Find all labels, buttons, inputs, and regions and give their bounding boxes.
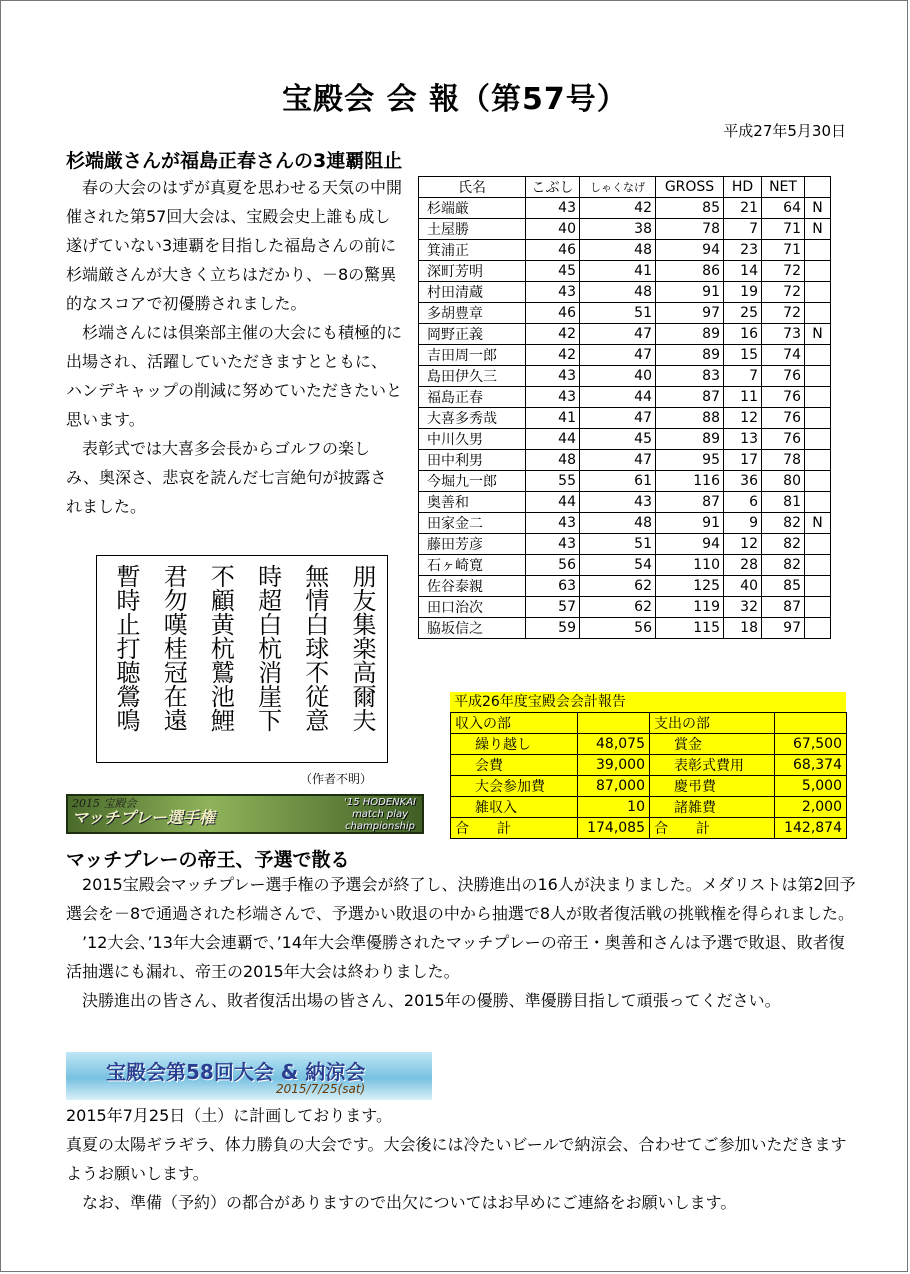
poem-box: [96, 555, 388, 763]
scores-row: [419, 303, 831, 324]
score-cell: [805, 576, 831, 597]
score-cell: 59: [526, 618, 580, 639]
score-cell: 43: [526, 387, 580, 408]
scores-table: [418, 176, 831, 639]
score-cell: 89: [656, 429, 724, 450]
score-cell: N: [805, 324, 831, 345]
finance-label: 賞金: [650, 734, 775, 755]
scores-body: [419, 198, 831, 639]
finance-amount: 5,000: [775, 776, 847, 797]
score-cell: 41: [526, 408, 580, 429]
player-name: 岡野正義: [419, 324, 526, 345]
score-cell: 82: [762, 534, 805, 555]
finance-label: 諸雑費: [650, 797, 775, 818]
player-name: 杉端厳: [419, 198, 526, 219]
score-cell: 42: [580, 198, 656, 219]
article1-paragraph: 春の大会のはずが真夏を思わせる天気の中開催された第57回大会は、宝殿会史上誰も成し遂げていない3連覇を目指した福島さんの前に杉端厳さんが大きく立ちはだかり、－8の驚異的なスコアで初優勝されました。: [66, 178, 403, 313]
finance-amount: 2,000: [775, 797, 847, 818]
score-cell: 47: [580, 450, 656, 471]
scores-row: [419, 534, 831, 555]
score-cell: [805, 597, 831, 618]
score-cell: [805, 240, 831, 261]
col-header-out: こぶし: [526, 177, 580, 198]
score-cell: 78: [656, 219, 724, 240]
score-cell: 95: [656, 450, 724, 471]
scores-header-row: [419, 177, 831, 198]
finance-amount: 39,000: [578, 755, 650, 776]
score-cell: 41: [580, 261, 656, 282]
score-cell: 14: [724, 261, 762, 282]
score-cell: 82: [762, 513, 805, 534]
score-cell: 43: [580, 492, 656, 513]
score-cell: 55: [526, 471, 580, 492]
score-cell: 48: [580, 240, 656, 261]
finance-cell: [578, 713, 650, 734]
finance-row: [451, 776, 847, 797]
score-cell: 36: [724, 471, 762, 492]
score-cell: 80: [762, 471, 805, 492]
score-cell: [805, 450, 831, 471]
score-cell: 43: [526, 534, 580, 555]
player-name: 深町芳明: [419, 261, 526, 282]
banner1-right-line: championship: [345, 821, 416, 832]
score-cell: 74: [762, 345, 805, 366]
score-cell: 63: [526, 576, 580, 597]
score-cell: [805, 303, 831, 324]
article2-paragraph: 決勝進出の皆さん、敗者復活出場の皆さん、2015年の優勝、準優勝目指して頑張ってください。: [82, 991, 781, 1010]
scores-row: [419, 366, 831, 387]
player-name: 藤田芳彦: [419, 534, 526, 555]
poem-author: （作者不明）: [300, 772, 373, 786]
finance-label: 会費: [451, 755, 578, 776]
score-cell: 7: [724, 219, 762, 240]
matchplay-banner: [66, 794, 424, 834]
score-cell: 81: [762, 492, 805, 513]
score-cell: 116: [656, 471, 724, 492]
finance-amount: 68,374: [775, 755, 847, 776]
score-cell: 6: [724, 492, 762, 513]
col-header-gross: GROSS: [656, 177, 724, 198]
score-cell: N: [805, 513, 831, 534]
scores-row: [419, 597, 831, 618]
score-cell: 7: [724, 366, 762, 387]
score-cell: 72: [762, 261, 805, 282]
score-cell: [805, 345, 831, 366]
player-name: 土屋勝: [419, 219, 526, 240]
score-cell: [805, 492, 831, 513]
score-cell: 28: [724, 555, 762, 576]
banner2-date: 2015/7/25(sat): [276, 1082, 366, 1096]
score-cell: 73: [762, 324, 805, 345]
finance-cell: [775, 713, 847, 734]
score-cell: 42: [526, 324, 580, 345]
poem-columns: [111, 564, 377, 732]
score-cell: 125: [656, 576, 724, 597]
col-header-flag: [805, 177, 831, 198]
score-cell: [805, 429, 831, 450]
score-cell: 83: [656, 366, 724, 387]
score-cell: 72: [762, 303, 805, 324]
score-cell: 47: [580, 408, 656, 429]
banner1-small: 2015 宝殿会: [72, 797, 137, 810]
player-name: 田口治次: [419, 597, 526, 618]
score-cell: 32: [724, 597, 762, 618]
finance-amount: 67,500: [775, 734, 847, 755]
article1-paragraph: 表彰式では大喜多会長からゴルフの楽しみ、奥深さ、悲哀を読んだ七言絶句が披露されました。: [66, 439, 387, 516]
issue-date: 平成27年5月30日: [723, 122, 846, 140]
player-name: 吉田周一郎: [419, 345, 526, 366]
poem-column: 暫時止打聴鶯鳴: [112, 564, 140, 732]
score-cell: 56: [580, 618, 656, 639]
score-cell: 40: [580, 366, 656, 387]
scores-row: [419, 387, 831, 408]
score-cell: 78: [762, 450, 805, 471]
finance-amount: 48,075: [578, 734, 650, 755]
player-name: 大喜多秀哉: [419, 408, 526, 429]
tournament58-banner: [66, 1052, 432, 1100]
score-cell: 23: [724, 240, 762, 261]
notice-line: 真夏の太陽ギラギラ、体力勝負の大会です。大会後には冷たいビールで納涼会、合わせてご参加いただきますようお願いします。: [66, 1135, 847, 1183]
player-name: 脇坂信之: [419, 618, 526, 639]
score-cell: 46: [526, 240, 580, 261]
score-cell: [805, 471, 831, 492]
score-cell: 43: [526, 513, 580, 534]
player-name: 多胡豊章: [419, 303, 526, 324]
score-cell: 43: [526, 198, 580, 219]
player-name: 福島正春: [419, 387, 526, 408]
notice-body: [66, 1101, 856, 1217]
expense-header: 支出の部: [650, 713, 775, 734]
player-name: 佐谷泰親: [419, 576, 526, 597]
score-cell: 13: [724, 429, 762, 450]
banner1-right: [344, 797, 416, 833]
poem-column: 朋友集楽高爾夫: [347, 564, 376, 732]
col-header-in: しゃくなげ: [580, 177, 656, 198]
finance-amount: 10: [578, 797, 650, 818]
finance-row: [451, 755, 847, 776]
scores-row: [419, 513, 831, 534]
score-cell: 87: [656, 387, 724, 408]
score-cell: 44: [526, 492, 580, 513]
score-cell: 44: [526, 429, 580, 450]
score-cell: 76: [762, 387, 805, 408]
score-cell: 85: [656, 198, 724, 219]
banner2-title: 宝殿会第58回大会 & 納涼会: [106, 1060, 366, 1084]
score-cell: 71: [762, 240, 805, 261]
score-cell: 94: [656, 534, 724, 555]
finance-label: 大会参加費: [451, 776, 578, 797]
banner1-left: [72, 797, 215, 825]
finance-label: 慶弔費: [650, 776, 775, 797]
score-cell: 45: [580, 429, 656, 450]
score-cell: 48: [580, 282, 656, 303]
expense-total: 142,874: [775, 818, 847, 839]
poem-column: 君勿嘆桂冠在遠: [159, 564, 188, 732]
player-name: 田中利男: [419, 450, 526, 471]
poem-column: 時超白杭消崖下: [253, 564, 282, 732]
score-cell: 38: [580, 219, 656, 240]
score-cell: 40: [526, 219, 580, 240]
scores-row: [419, 261, 831, 282]
scores-row: [419, 219, 831, 240]
score-cell: [805, 282, 831, 303]
score-cell: 82: [762, 555, 805, 576]
score-cell: 9: [724, 513, 762, 534]
col-header-hd: HD: [724, 177, 762, 198]
finance-total-row: [451, 818, 847, 839]
score-cell: 89: [656, 324, 724, 345]
scores-row: [419, 198, 831, 219]
score-cell: [805, 555, 831, 576]
score-cell: 94: [656, 240, 724, 261]
score-cell: 47: [580, 324, 656, 345]
finance-label: 表彰式費用: [650, 755, 775, 776]
notice-line: 2015年7月25日（土）に計画しております。: [66, 1106, 392, 1125]
score-cell: 85: [762, 576, 805, 597]
player-name: 今堀九一郎: [419, 471, 526, 492]
score-cell: 17: [724, 450, 762, 471]
score-cell: 91: [656, 282, 724, 303]
player-name: 島田伊久三: [419, 366, 526, 387]
score-cell: 12: [724, 534, 762, 555]
score-cell: [805, 366, 831, 387]
scores-row: [419, 345, 831, 366]
player-name: 箕浦正: [419, 240, 526, 261]
score-cell: [805, 534, 831, 555]
score-cell: 76: [762, 408, 805, 429]
score-cell: 48: [580, 513, 656, 534]
score-cell: 16: [724, 324, 762, 345]
player-name: 村田清蔵: [419, 282, 526, 303]
score-cell: 86: [656, 261, 724, 282]
poem-column: 無情白球不従意: [300, 564, 329, 732]
score-cell: [805, 618, 831, 639]
score-cell: 51: [580, 303, 656, 324]
score-cell: 87: [656, 492, 724, 513]
score-cell: N: [805, 219, 831, 240]
score-cell: 54: [580, 555, 656, 576]
finance-body: [451, 713, 847, 839]
score-cell: 119: [656, 597, 724, 618]
player-name: 奥善和: [419, 492, 526, 513]
score-cell: 87: [762, 597, 805, 618]
article1-headline: 杉端厳さんが福島正春さんの3連覇阻止: [66, 150, 403, 172]
score-cell: 97: [656, 303, 724, 324]
score-cell: 15: [724, 345, 762, 366]
score-cell: 110: [656, 555, 724, 576]
article1-body: [66, 173, 402, 521]
scores-row: [419, 408, 831, 429]
score-cell: 64: [762, 198, 805, 219]
score-cell: 97: [762, 618, 805, 639]
finance-row: [451, 797, 847, 818]
score-cell: 56: [526, 555, 580, 576]
score-cell: 46: [526, 303, 580, 324]
score-cell: 62: [580, 597, 656, 618]
scores-row: [419, 324, 831, 345]
scores-row: [419, 450, 831, 471]
score-cell: 12: [724, 408, 762, 429]
score-cell: [805, 261, 831, 282]
income-total: 174,085: [578, 818, 650, 839]
score-cell: 19: [724, 282, 762, 303]
score-cell: 89: [656, 345, 724, 366]
score-cell: 40: [724, 576, 762, 597]
finance-label: 雑収入: [451, 797, 578, 818]
scores-row: [419, 576, 831, 597]
score-cell: 57: [526, 597, 580, 618]
score-cell: 48: [526, 450, 580, 471]
score-cell: 61: [580, 471, 656, 492]
score-cell: 43: [526, 282, 580, 303]
scores-row: [419, 492, 831, 513]
score-cell: 91: [656, 513, 724, 534]
player-name: 石ヶ崎寛: [419, 555, 526, 576]
income-header: 収入の部: [451, 713, 578, 734]
finance-header-row: [451, 713, 847, 734]
score-cell: N: [805, 198, 831, 219]
finance-title: 平成26年度宝殿会会計報告: [450, 692, 846, 712]
score-cell: 51: [580, 534, 656, 555]
scores-row: [419, 618, 831, 639]
article1-paragraph: 杉端さんには倶楽部主催の大会にも積極的に出場され、活躍していただきますとともに、ハンデキャップの削減に努めていただきたいと思います。: [66, 323, 403, 429]
scores-row: [419, 240, 831, 261]
score-cell: 76: [762, 429, 805, 450]
poem-column: 不顧黄杭鷲池鯉: [206, 564, 235, 732]
scores-row: [419, 555, 831, 576]
newsletter-title: 宝殿会 会 報（第57号）: [282, 82, 628, 117]
score-cell: 45: [526, 261, 580, 282]
score-cell: 47: [580, 345, 656, 366]
col-header-net: NET: [762, 177, 805, 198]
finance-row: [451, 734, 847, 755]
score-cell: 42: [526, 345, 580, 366]
scores-row: [419, 471, 831, 492]
score-cell: 21: [724, 198, 762, 219]
score-cell: 76: [762, 366, 805, 387]
article2-body: [66, 870, 856, 1015]
banner1-big: マッチプレー選手権: [72, 808, 215, 827]
article2-paragraph: 2015宝殿会マッチプレー選手権の予選会が終了し、決勝進出の16人が決まりました。メダリストは第2回予選会を－8で通過された杉端さんで、予選かい敗退の中から抽選で8人が敗者復活戦の挑戦権を得られました。: [66, 875, 856, 923]
score-cell: 88: [656, 408, 724, 429]
article2-paragraph: ’12大会、’13年大会連覇で、’14年大会準優勝されたマッチプレーの帝王・奥善和さんは予選で敗退、敗者復活抽選にも漏れ、帝王の2015年大会は終わりました。: [66, 933, 845, 981]
player-name: 田家金二: [419, 513, 526, 534]
total-label: 合 計: [650, 818, 775, 839]
finance-label: 繰り越し: [451, 734, 578, 755]
score-cell: [805, 408, 831, 429]
score-cell: 25: [724, 303, 762, 324]
score-cell: 43: [526, 366, 580, 387]
banner1-right-line: '15 HODENKAI: [344, 797, 416, 808]
banner1-right-line: match play: [352, 809, 409, 820]
score-cell: 71: [762, 219, 805, 240]
score-cell: 62: [580, 576, 656, 597]
article2-headline: マッチプレーの帝王、予選で散る: [66, 849, 350, 871]
player-name: 中川久男: [419, 429, 526, 450]
finance-table: [450, 712, 847, 839]
scores-row: [419, 429, 831, 450]
score-cell: 11: [724, 387, 762, 408]
notice-line: なお、準備（予約）の都合がありますので出欠についてはお早めにご連絡をお願いします。: [82, 1193, 737, 1212]
score-cell: 18: [724, 618, 762, 639]
total-label: 合 計: [451, 818, 578, 839]
score-cell: [805, 387, 831, 408]
score-cell: 115: [656, 618, 724, 639]
score-cell: 72: [762, 282, 805, 303]
score-cell: 44: [580, 387, 656, 408]
col-header-name: 氏名: [419, 177, 526, 198]
scores-row: [419, 282, 831, 303]
finance-amount: 87,000: [578, 776, 650, 797]
